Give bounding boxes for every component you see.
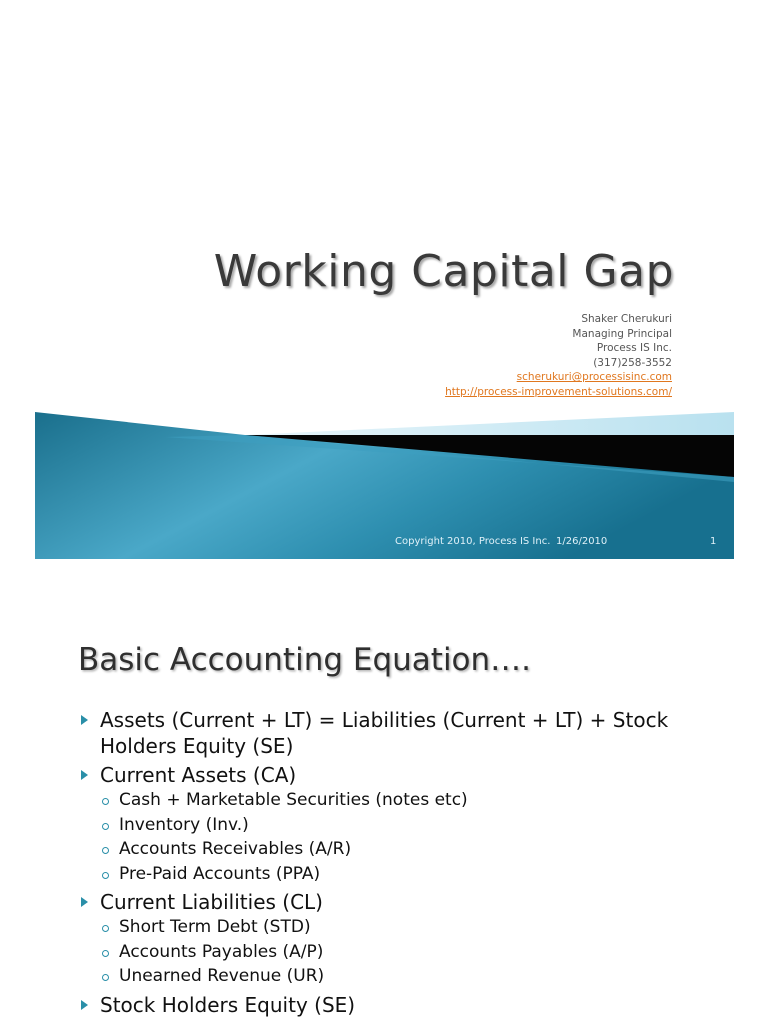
sub-bullet-item (80, 915, 720, 940)
bullet-item (80, 992, 720, 1018)
bullet-item (80, 889, 720, 915)
bullet-text: Stock Holders Equity (SE) (100, 992, 356, 1017)
presenter-role: Managing Principal (572, 327, 672, 340)
triangle-right-icon (81, 715, 88, 725)
slide-title-2: Basic Accounting Equation…. (78, 642, 532, 678)
presenter-name: Shaker Cherukuri (581, 313, 672, 325)
sub-bullet-text: Short Term Debt (STD) (119, 917, 311, 937)
decorative-banner (35, 412, 734, 559)
sub-bullet-item (80, 813, 720, 838)
triangle-right-icon (81, 897, 88, 907)
circle-outline-icon (102, 950, 109, 957)
sub-bullet-item (80, 940, 720, 965)
slide-title: Working Capital Gap (213, 246, 674, 297)
circle-outline-icon (102, 847, 109, 854)
bullet-text: Assets (Current + LT) = Liabilities (Current + LT) + Stock Holders Equity (SE) (100, 708, 669, 758)
footer-page-number: 1 (710, 536, 717, 547)
circle-outline-icon (102, 872, 109, 879)
sub-bullet-item (80, 788, 720, 813)
footer-date: 1/26/2010 (556, 536, 608, 547)
presenter-phone: (317)258-3552 (593, 356, 672, 369)
sub-bullet-text: Cash + Marketable Securities (notes etc) (119, 790, 468, 810)
bullet-list (80, 704, 720, 1018)
triangle-right-icon (81, 1000, 88, 1010)
bullet-item (80, 762, 720, 788)
sub-bullet-item (80, 862, 720, 887)
footer-copyright: Copyright 2010, Process IS Inc. (395, 536, 551, 547)
sub-bullet-item (80, 837, 720, 862)
bullet-item (80, 707, 720, 759)
sub-bullet-item (80, 964, 720, 989)
bullet-text: Current Liabilities (CL) (100, 890, 323, 914)
website-link[interactable]: http://process-improvement-solutions.com/ (445, 385, 672, 398)
triangle-right-icon (81, 770, 88, 780)
presenter-company: Process IS Inc. (596, 342, 672, 355)
sub-bullet-text: Unearned Revenue (UR) (119, 966, 325, 986)
sub-bullet-text: Pre-Paid Accounts (PPA) (119, 863, 321, 884)
sub-bullet-text: Accounts Payables (A/P) (119, 941, 324, 962)
circle-outline-icon (102, 974, 109, 981)
circle-outline-icon (102, 798, 109, 805)
sub-bullet-text: Accounts Receivables (A/R) (119, 839, 352, 859)
email-link[interactable]: scherukuri@processisinc.com (516, 371, 672, 384)
sub-bullet-text: Inventory (Inv.) (119, 814, 249, 835)
presenter-info (445, 312, 672, 400)
circle-outline-icon (102, 823, 109, 830)
circle-outline-icon (102, 925, 109, 932)
bullet-text: Current Assets (CA) (100, 763, 297, 787)
